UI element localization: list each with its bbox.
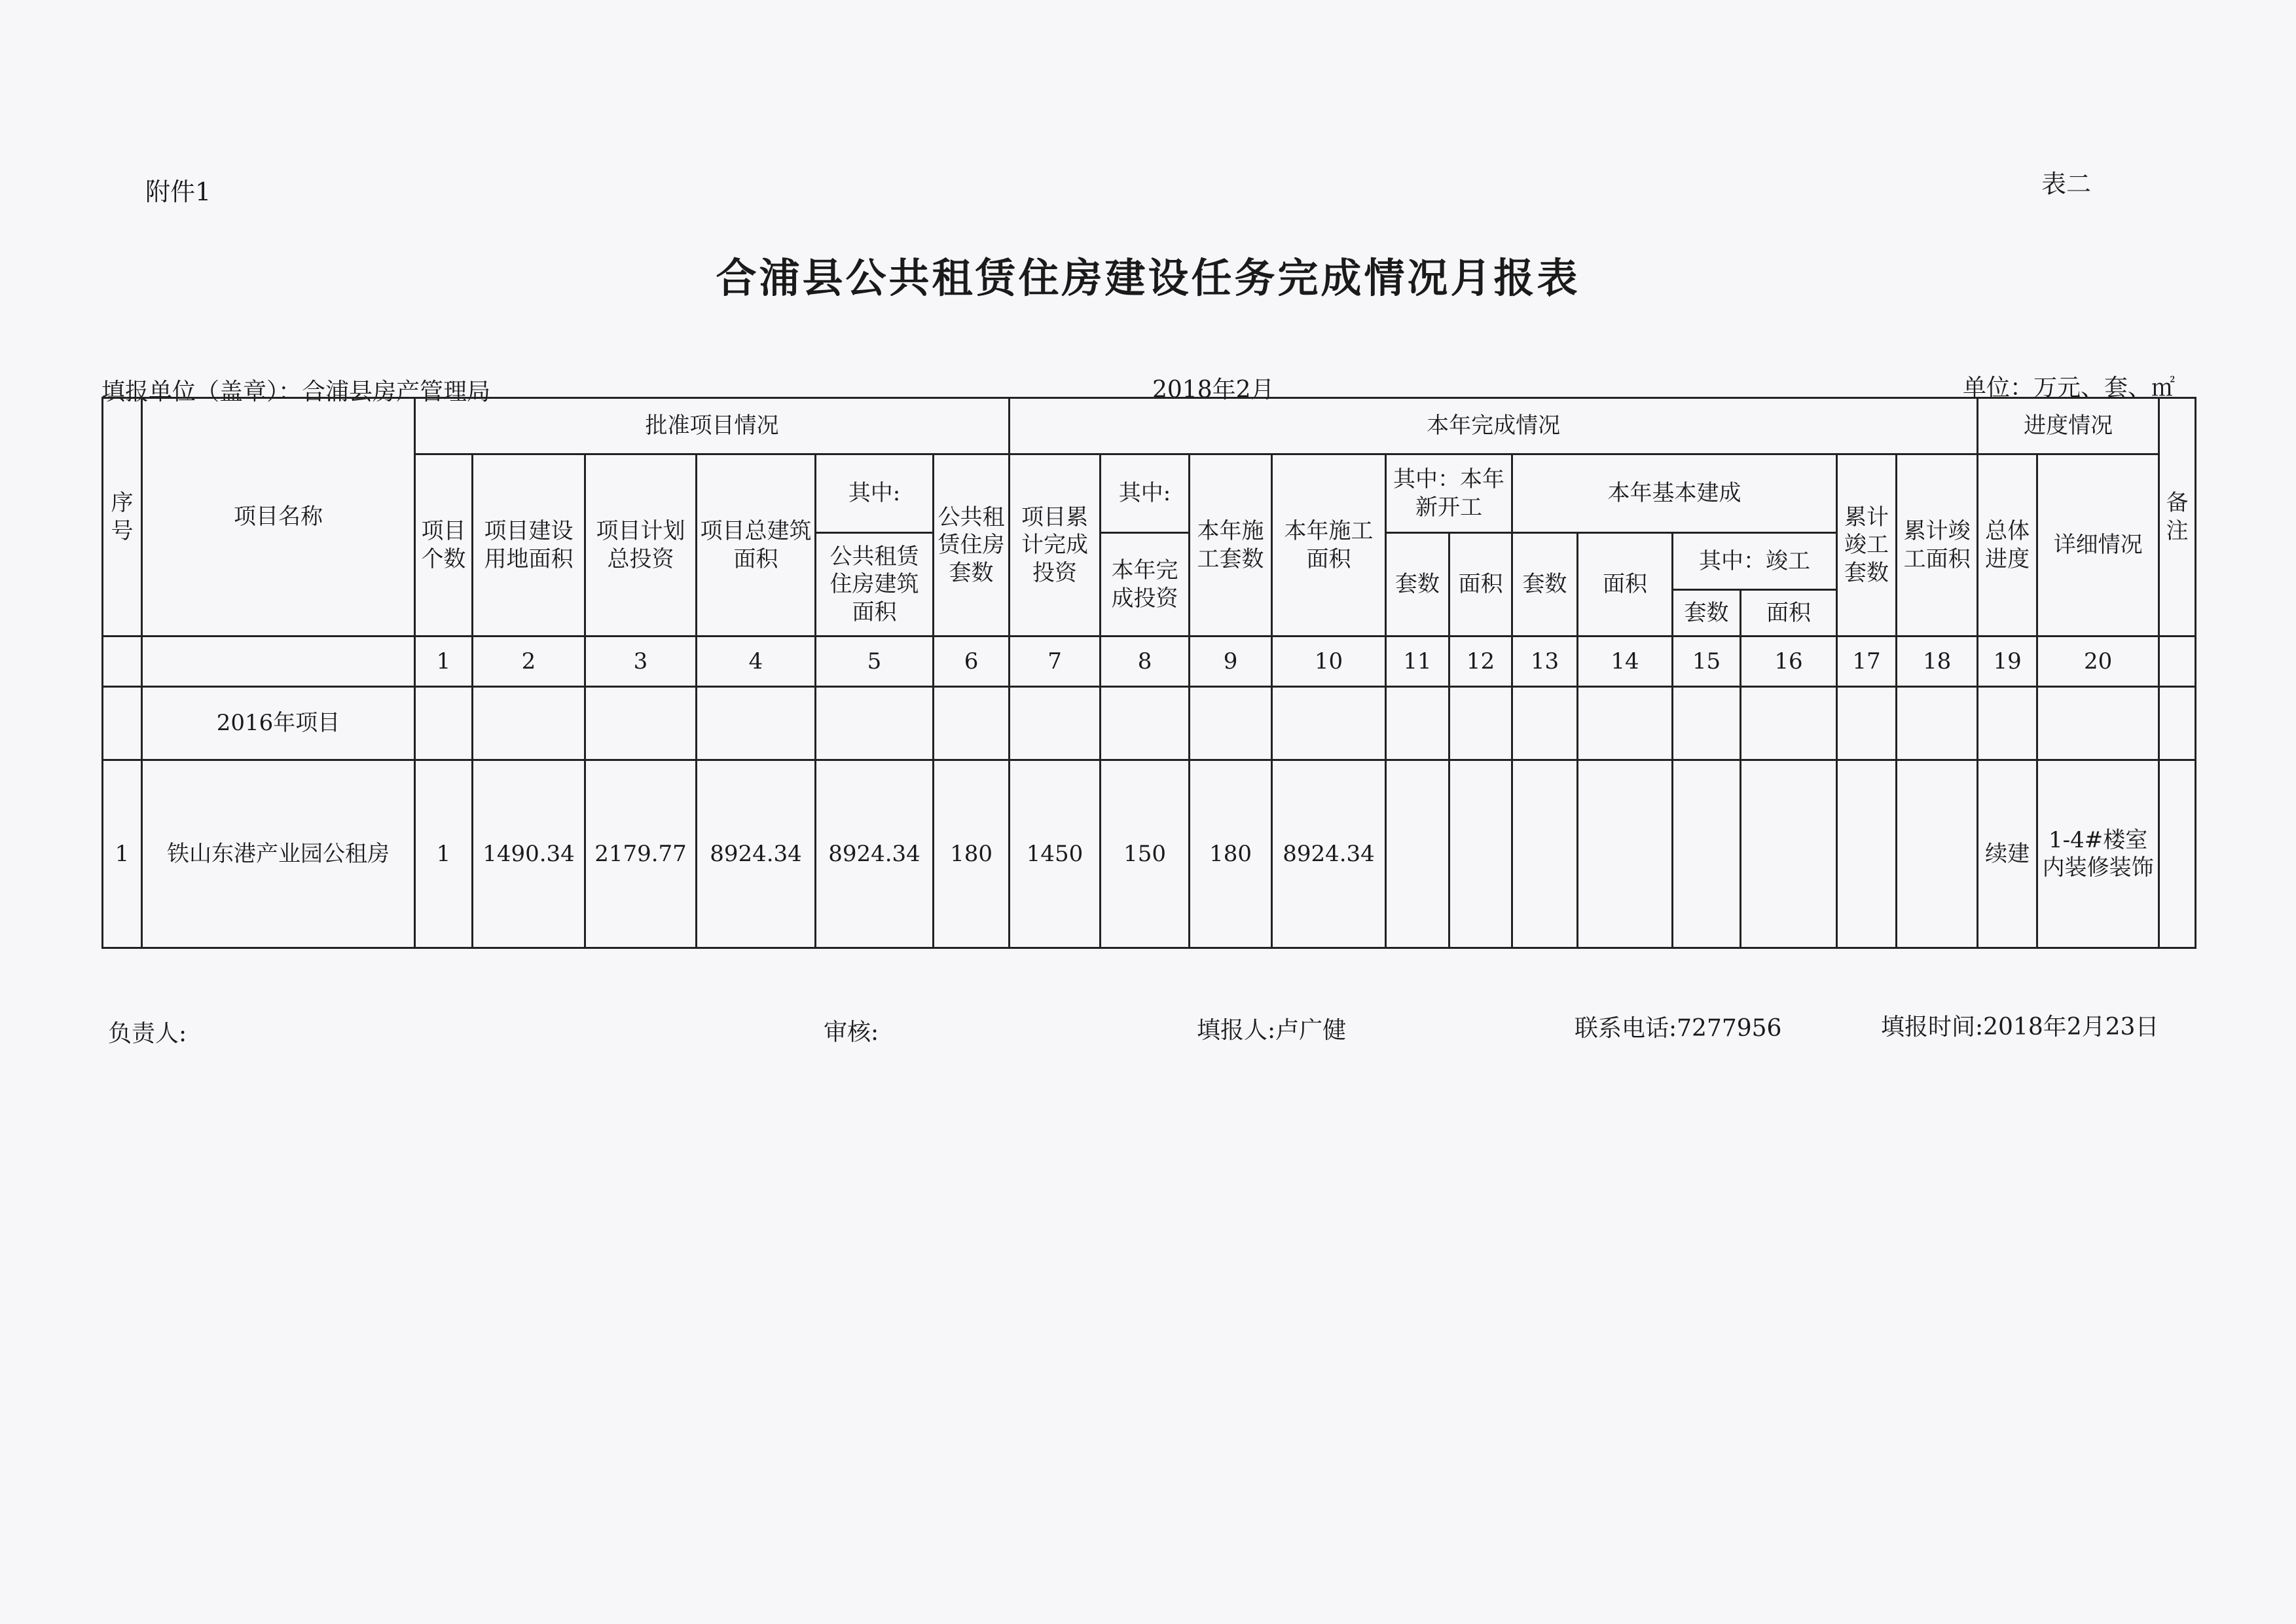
column-number: 20 bbox=[2037, 637, 2159, 687]
section-cell-blank bbox=[473, 687, 585, 760]
header-year-invest: 本年完成投资 bbox=[1101, 533, 1190, 637]
section-cell-blank bbox=[1449, 687, 1512, 760]
section-cell-blank bbox=[1673, 687, 1741, 760]
header-completed-area: 面积 bbox=[1741, 590, 1837, 637]
header-rental-units: 公共租赁住房套数 bbox=[934, 454, 1010, 637]
column-number: 17 bbox=[1837, 637, 1897, 687]
column-number: 16 bbox=[1741, 637, 1837, 687]
row-serial: 1 bbox=[103, 760, 142, 948]
row-empty-cell bbox=[1897, 760, 1978, 948]
column-number: 8 bbox=[1101, 637, 1190, 687]
row-project-name: 铁山东港产业园公租房 bbox=[142, 760, 415, 948]
header-group-progress: 进度情况 bbox=[1978, 398, 2159, 454]
footer-leader: 负责人: bbox=[108, 1020, 187, 1047]
section-cell-blank bbox=[1272, 687, 1386, 760]
header-year-units: 本年施工套数 bbox=[1190, 454, 1272, 637]
header-overall-progress: 总体进度 bbox=[1978, 454, 2037, 637]
number-cell-blank bbox=[103, 637, 142, 687]
row-land-area: 1490.34 bbox=[473, 760, 585, 948]
row-empty-cell bbox=[1741, 760, 1837, 948]
row-year-area: 8924.34 bbox=[1272, 760, 1386, 948]
footer-review: 审核: bbox=[824, 1019, 879, 1046]
section-cell-blank bbox=[2159, 687, 2196, 760]
section-cell-blank bbox=[816, 687, 934, 760]
header-planned-invest: 项目计划总投资 bbox=[585, 454, 697, 637]
report-table bbox=[101, 397, 2196, 949]
column-number: 4 bbox=[697, 637, 816, 687]
header-built-area: 面积 bbox=[1578, 533, 1673, 637]
row-planned-invest: 2179.77 bbox=[585, 760, 697, 948]
column-number: 15 bbox=[1673, 637, 1741, 687]
section-cell-blank bbox=[934, 687, 1010, 760]
section-cell-blank bbox=[1190, 687, 1272, 760]
section-cell-blank bbox=[1010, 687, 1101, 760]
header-land-area: 项目建设用地面积 bbox=[473, 454, 585, 637]
column-number: 1 bbox=[415, 637, 473, 687]
header-year-area: 本年施工面积 bbox=[1272, 454, 1386, 637]
number-cell-blank bbox=[142, 637, 415, 687]
column-number: 2 bbox=[473, 637, 585, 687]
header-cum-invest: 项目累计完成投资 bbox=[1010, 454, 1101, 637]
header-new-start: 其中：本年新开工 bbox=[1386, 454, 1512, 533]
row-rental-area: 8924.34 bbox=[816, 760, 934, 948]
attachment-label: 附件1 bbox=[145, 177, 211, 206]
row-empty-cell bbox=[2159, 760, 2196, 948]
header-basic-built: 本年基本建成 bbox=[1512, 454, 1837, 533]
section-cell-blank bbox=[1101, 687, 1190, 760]
column-number: 3 bbox=[585, 637, 697, 687]
section-cell-blank bbox=[1578, 687, 1673, 760]
column-number: 10 bbox=[1272, 637, 1386, 687]
footer-phone: 联系电话:7277956 bbox=[1575, 1015, 1782, 1042]
section-cell-blank bbox=[585, 687, 697, 760]
row-year-invest: 150 bbox=[1101, 760, 1190, 948]
header-rental-area: 公共租赁住房建筑面积 bbox=[816, 533, 934, 637]
header-total-area: 项目总建筑面积 bbox=[697, 454, 816, 637]
number-cell-blank bbox=[2159, 637, 2196, 687]
header-project-name: 项目名称 bbox=[142, 398, 415, 637]
header-remark: 备注 bbox=[2159, 398, 2196, 637]
section-cell-blank bbox=[2037, 687, 2159, 760]
table-row bbox=[103, 760, 2196, 948]
column-number: 19 bbox=[1978, 637, 2037, 687]
section-cell-blank bbox=[1512, 687, 1578, 760]
section-cell-blank bbox=[1897, 687, 1978, 760]
column-number: 18 bbox=[1897, 637, 1978, 687]
section-cell-blank bbox=[1978, 687, 2037, 760]
row-empty-cell bbox=[1512, 760, 1578, 948]
section-cell-blank bbox=[103, 687, 142, 760]
header-completed: 其中：竣工 bbox=[1673, 533, 1837, 590]
footer-filler: 填报人:卢广健 bbox=[1197, 1017, 1347, 1044]
header-project-count: 项目个数 bbox=[415, 454, 473, 637]
header-new-area: 面积 bbox=[1449, 533, 1512, 637]
column-number: 5 bbox=[816, 637, 934, 687]
page-title: 合浦县公共租赁住房建设任务完成情况月报表 bbox=[716, 254, 1580, 302]
row-empty-cell bbox=[1449, 760, 1512, 948]
header-detail: 详细情况 bbox=[2037, 454, 2159, 637]
row-empty-cell bbox=[1673, 760, 1741, 948]
header-group-year: 本年完成情况 bbox=[1010, 398, 1978, 454]
column-number: 13 bbox=[1512, 637, 1578, 687]
section-cell-blank bbox=[697, 687, 816, 760]
row-empty-cell bbox=[1837, 760, 1897, 948]
table-number-label: 表二 bbox=[2041, 170, 2092, 198]
header-serial: 序号 bbox=[103, 398, 142, 637]
report-month: 2018年2月 bbox=[1152, 377, 1275, 403]
header-group-approved: 批准项目情况 bbox=[415, 398, 1010, 454]
row-rental-units: 180 bbox=[934, 760, 1010, 948]
column-number: 12 bbox=[1449, 637, 1512, 687]
row-overall-progress: 续建 bbox=[1978, 760, 2037, 948]
row-detail: 1-4#楼室内装修装饰 bbox=[2037, 760, 2159, 948]
unit-label: 单位：万元、套、㎡ bbox=[1963, 375, 2176, 401]
header-completed-units: 套数 bbox=[1673, 590, 1741, 637]
column-number: 6 bbox=[934, 637, 1010, 687]
row-cum-invest: 1450 bbox=[1010, 760, 1101, 948]
header-of-which: 其中: bbox=[816, 454, 934, 533]
header-cum-done-units: 累计竣工套数 bbox=[1837, 454, 1897, 637]
row-empty-cell bbox=[1578, 760, 1673, 948]
header-new-units: 套数 bbox=[1386, 533, 1449, 637]
header-cum-done-area: 累计竣工面积 bbox=[1897, 454, 1978, 637]
header-built-units: 套数 bbox=[1512, 533, 1578, 637]
column-number: 11 bbox=[1386, 637, 1449, 687]
column-number: 14 bbox=[1578, 637, 1673, 687]
row-project-count: 1 bbox=[415, 760, 473, 948]
section-cell-blank bbox=[1741, 687, 1837, 760]
row-total-area: 8924.34 bbox=[697, 760, 816, 948]
column-number: 7 bbox=[1010, 637, 1101, 687]
column-number: 9 bbox=[1190, 637, 1272, 687]
section-label: 2016年项目 bbox=[142, 687, 415, 760]
footer-fill-time: 填报时间:2018年2月23日 bbox=[1881, 1014, 2159, 1041]
header-of-which-2: 其中: bbox=[1101, 454, 1190, 533]
row-empty-cell bbox=[1386, 760, 1449, 948]
section-cell-blank bbox=[1837, 687, 1897, 760]
section-cell-blank bbox=[1386, 687, 1449, 760]
filling-unit: 填报单位（盖章）：合浦县房产管理局 bbox=[101, 378, 491, 405]
section-cell-blank bbox=[415, 687, 473, 760]
row-year-units: 180 bbox=[1190, 760, 1272, 948]
